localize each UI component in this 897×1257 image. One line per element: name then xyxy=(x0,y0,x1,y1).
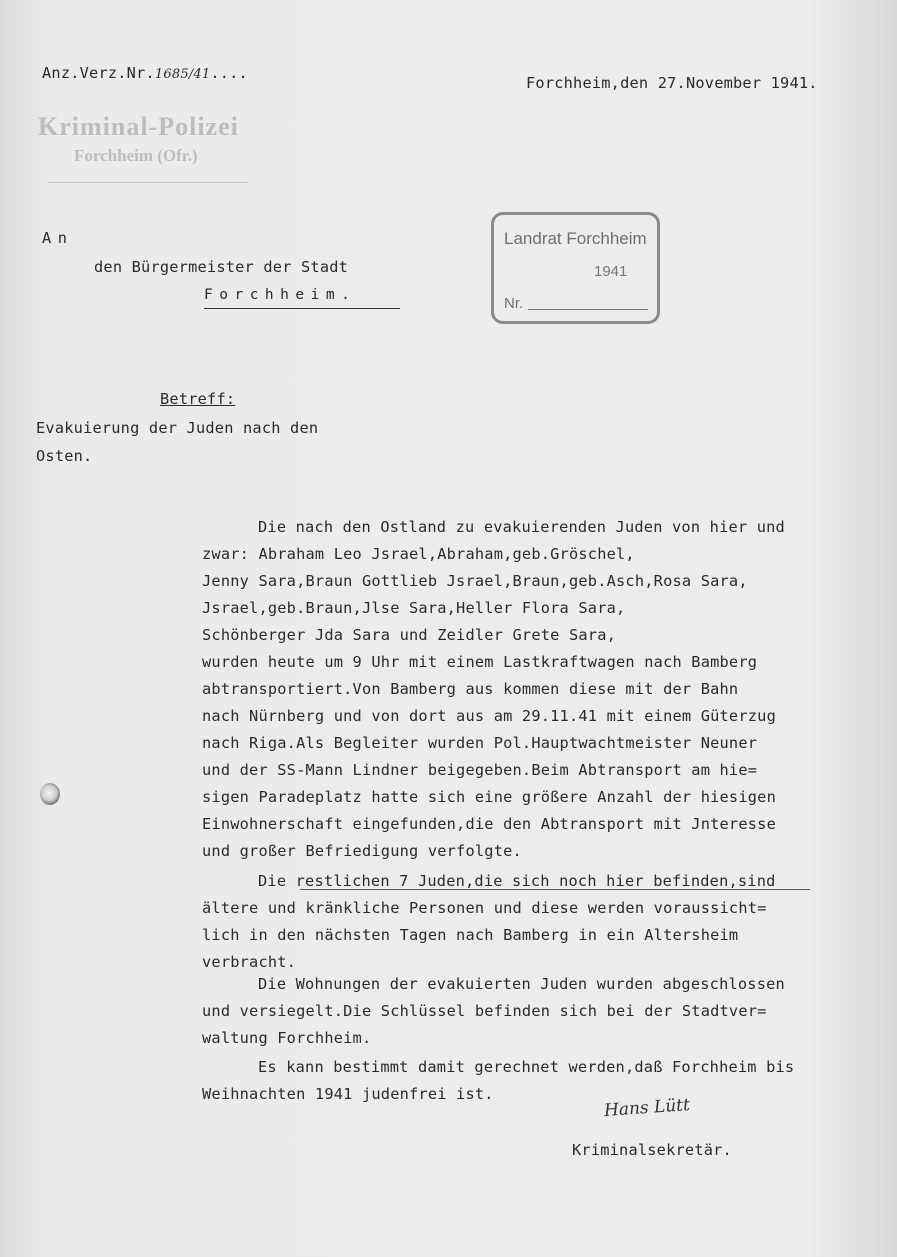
addressee-an: An xyxy=(42,229,74,247)
body-line: Jenny Sara,Braun Gottlieb Jsrael,Braun,geb.Asch,Rosa Sara, xyxy=(202,572,748,590)
subject-line1: Evakuierung der Juden nach den xyxy=(36,419,319,437)
body-line: Die restlichen 7 Juden,die sich noch hier befinden,sind xyxy=(258,872,776,890)
subject-label: Betreff: xyxy=(160,390,236,408)
body-line: verbracht. xyxy=(202,953,297,971)
body-line: sigen Paradeplatz hatte sich eine größere Anzahl der hiesigen xyxy=(202,788,776,806)
body-line: wurden heute um 9 Uhr mit einem Lastkraftwagen nach Bamberg xyxy=(202,653,758,671)
reference-label: Anz.Verz.Nr. xyxy=(42,64,155,82)
reference-number: 1685/41 xyxy=(154,67,211,82)
signatory-title: Kriminalsekretär. xyxy=(572,1141,732,1159)
received-stamp-nr-line xyxy=(528,309,648,310)
reference-line xyxy=(42,64,248,82)
subject-line2: Osten. xyxy=(36,447,93,465)
place-and-date: Forchheim,den 27.November 1941. xyxy=(526,74,818,92)
body-line: zwar: Abraham Leo Jsrael,Abraham,geb.Gröschel, xyxy=(202,545,635,563)
addressee-city-underline xyxy=(204,308,400,309)
body-line: ältere und kränkliche Personen und diese werden voraussicht= xyxy=(202,899,767,917)
police-stamp-title: Kriminal-Polizei xyxy=(38,112,239,141)
pencil-underline xyxy=(300,889,810,890)
police-stamp-place: Forchheim (Ofr.) xyxy=(74,146,198,165)
body-line: waltung Forchheim. xyxy=(202,1029,372,1047)
received-stamp xyxy=(491,212,660,324)
body-line: Es kann bestimmt damit gerechnet werden,daß Forchheim bis xyxy=(258,1058,795,1076)
body-line: Die Wohnungen der evakuierten Juden wurden abgeschlossen xyxy=(258,975,785,993)
body-line: und großer Befriedigung verfolgte. xyxy=(202,842,522,860)
addressee-city: Forchheim. xyxy=(204,287,357,303)
body-line: Die nach den Ostland zu evakuierenden Juden von hier und xyxy=(258,518,785,536)
received-stamp-year: 1941 xyxy=(594,263,628,280)
signature: Hans Lütt xyxy=(603,1095,691,1121)
punch-hole xyxy=(40,783,60,805)
body-line: Schönberger Jda Sara und Zeidler Grete Sara, xyxy=(202,626,617,644)
body-line: lich in den nächsten Tagen nach Bamberg in ein Altersheim xyxy=(202,926,739,944)
body-line: und der SS-Mann Lindner beigegeben.Beim Abtransport am hie= xyxy=(202,761,758,779)
received-stamp-office: Landrat Forchheim xyxy=(504,229,647,248)
reference-dots: .... xyxy=(210,64,248,82)
addressee-line1: den Bürgermeister der Stadt xyxy=(94,258,349,276)
received-stamp-nr-label: Nr. xyxy=(504,295,524,312)
body-line: abtransportiert.Von Bamberg aus kommen diese mit der Bahn xyxy=(202,680,739,698)
body-line: Einwohnerschaft eingefunden,die den Abtransport mit Jnteresse xyxy=(202,815,776,833)
body-line: Jsrael,geb.Braun,Jlse Sara,Heller Flora Sara, xyxy=(202,599,626,617)
body-line: und versiegelt.Die Schlüssel befinden sich bei der Stadtver= xyxy=(202,1002,767,1020)
body-line: nach Nürnberg und von dort aus am 29.11.41 mit einem Güterzug xyxy=(202,707,776,725)
body-line: nach Riga.Als Begleiter wurden Pol.Hauptwachtmeister Neuner xyxy=(202,734,758,752)
body-line: Weihnachten 1941 judenfrei ist. xyxy=(202,1085,494,1103)
police-stamp-rule xyxy=(48,182,248,183)
